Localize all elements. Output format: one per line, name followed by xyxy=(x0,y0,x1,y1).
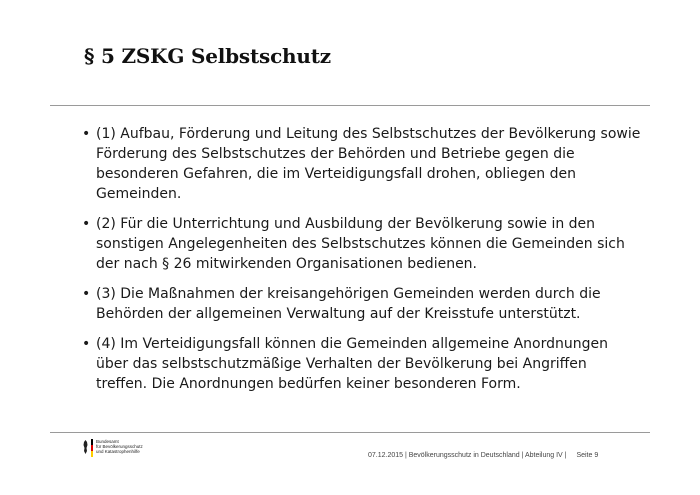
bullet-dot: • xyxy=(82,286,91,302)
footer-info xyxy=(368,452,598,459)
logo-line: für Bevölkerungsschutz xyxy=(96,444,143,450)
slide-title: § 5 ZSKG Selbstschutz xyxy=(84,44,331,68)
bottom-divider xyxy=(50,432,650,433)
footer-meta: 07.12.2015 | Bevölkerungsschutz in Deutschland | Abteilung IV | xyxy=(368,452,567,459)
bullet-dot: • xyxy=(82,216,91,232)
bullet-item-1 xyxy=(82,124,642,204)
bullet-text: (4) Im Verteidigungsfall können die Gemeinden allgemeine Anordnungen über das selbstschutzmäßige Verhalten der Bevölkerung bei Angriffen treffen. Die Anordnungen bedürfen keiner besonderen Form. xyxy=(96,336,609,392)
bullet-text: (2) Für die Unterrichtung und Ausbildung der Bevölkerung sowie in den sonstigen Angelegenheiten des Selbstschutzes können die Gemeinden sich der nach § 26 mitwirkenden Organisationen bedienen. xyxy=(96,216,625,272)
logo-line: und Katastrophenhilfe xyxy=(96,449,140,455)
logo-text xyxy=(96,439,143,455)
bullet-text: (3) Die Maßnahmen der kreisangehörigen Gemeinden werden durch die Behörden der allgemeinen Verwaltung auf der Kreisstufe unterstützt. xyxy=(96,286,601,322)
logo-line: Bundesamt xyxy=(96,439,119,444)
german-flag-bar xyxy=(91,439,93,457)
bullet-dot: • xyxy=(82,336,91,352)
top-divider xyxy=(50,105,650,106)
flag-stripe-gold xyxy=(91,451,93,457)
bullet-item-3 xyxy=(82,284,642,324)
eagle-icon xyxy=(83,439,88,455)
agency-logo xyxy=(83,437,143,459)
bullet-text: (1) Aufbau, Förderung und Leitung des Selbstschutzes der Bevölkerung sowie Förderung des Selbstschutzes der Behörden und Betriebe gegen die besonderen Gefahren, die im Verteidigungsfall drohen, obliegen den Gemeinden. xyxy=(96,126,641,202)
page-number: Seite 9 xyxy=(576,452,599,459)
bullet-item-2 xyxy=(82,214,642,274)
bullet-list xyxy=(82,124,642,404)
bullet-dot: • xyxy=(82,126,91,142)
bullet-item-4 xyxy=(82,334,642,394)
